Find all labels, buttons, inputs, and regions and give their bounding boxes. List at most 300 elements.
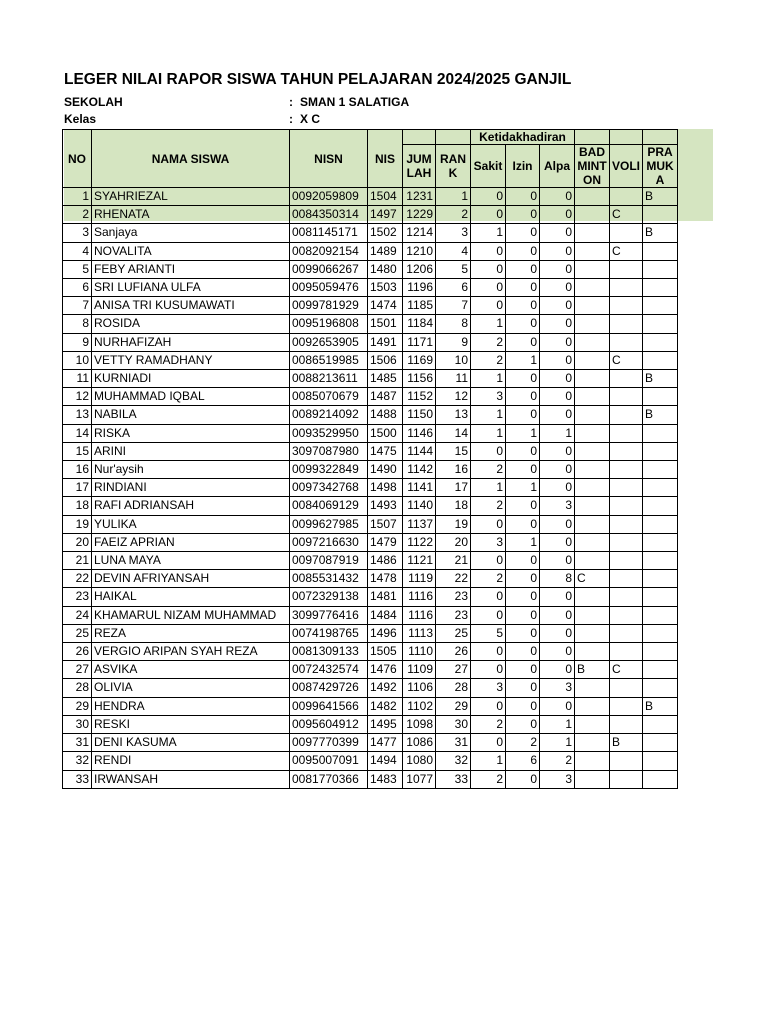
cell-izin: 0: [506, 297, 540, 315]
cell-voli: [610, 224, 643, 242]
cell-jumlah: 1229: [403, 206, 436, 224]
header-rank-top: [436, 130, 471, 145]
cell-izin: 0: [506, 515, 540, 533]
table-row: [63, 479, 678, 497]
header-nisn: NISN: [290, 130, 368, 188]
cell-nama: RHENATA: [92, 206, 290, 224]
cell-izin: 0: [506, 679, 540, 697]
cell-nis: 1490: [368, 461, 403, 479]
cell-nis: 1476: [368, 661, 403, 679]
table-row: [63, 406, 678, 424]
header-sakit: Sakit: [471, 145, 506, 188]
cell-nama: OLIVIA: [92, 679, 290, 697]
cell-badminton: [575, 533, 610, 551]
cell-badminton: [575, 588, 610, 606]
table-row: [63, 188, 678, 206]
cell-nis: 1477: [368, 734, 403, 752]
cell-jumlah: 1169: [403, 351, 436, 369]
cell-voli: C: [610, 206, 643, 224]
cell-badminton: [575, 297, 610, 315]
cell-nama: LUNA MAYA: [92, 552, 290, 570]
cell-nisn: 0095196808: [290, 315, 368, 333]
cell-alpa: 8: [540, 570, 575, 588]
cell-nisn: 0099641566: [290, 697, 368, 715]
table-header: [63, 130, 678, 188]
cell-jumlah: 1184: [403, 315, 436, 333]
cell-sakit: 0: [471, 552, 506, 570]
cell-sakit: 0: [471, 206, 506, 224]
cell-jumlah: 1109: [403, 661, 436, 679]
cell-jumlah: 1140: [403, 497, 436, 515]
cell-jumlah: 1077: [403, 770, 436, 788]
cell-nisn: 0097342768: [290, 479, 368, 497]
cell-pramuka: [643, 734, 678, 752]
cell-jumlah: 1098: [403, 715, 436, 733]
cell-sakit: 0: [471, 442, 506, 460]
cell-pramuka: [643, 570, 678, 588]
cell-nis: 1485: [368, 370, 403, 388]
sekolah-value: SMAN 1 SALATIGA: [300, 95, 410, 109]
kelas-value: X C: [300, 112, 321, 126]
cell-no: 2: [63, 206, 92, 224]
cell-izin: 0: [506, 406, 540, 424]
cell-voli: [610, 388, 643, 406]
cell-badminton: [575, 406, 610, 424]
cell-pramuka: [643, 315, 678, 333]
cell-izin: 0: [506, 715, 540, 733]
cell-nisn: 3097087980: [290, 442, 368, 460]
cell-rank: 9: [436, 333, 471, 351]
table-row: [63, 497, 678, 515]
cell-alpa: 0: [540, 643, 575, 661]
cell-no: 17: [63, 479, 92, 497]
cell-rank: 8: [436, 315, 471, 333]
header-rank: RANK: [436, 145, 471, 188]
cell-no: 32: [63, 752, 92, 770]
cell-badminton: [575, 770, 610, 788]
cell-no: 23: [63, 588, 92, 606]
cell-pramuka: B: [643, 697, 678, 715]
cell-rank: 13: [436, 406, 471, 424]
cell-jumlah: 1150: [403, 406, 436, 424]
cell-no: 15: [63, 442, 92, 460]
cell-sakit: 0: [471, 188, 506, 206]
cell-rank: 4: [436, 242, 471, 260]
cell-rank: 11: [436, 370, 471, 388]
cell-nisn: 0092653905: [290, 333, 368, 351]
cell-no: 30: [63, 715, 92, 733]
cell-nis: 1486: [368, 552, 403, 570]
cell-rank: 21: [436, 552, 471, 570]
cell-sakit: 2: [471, 570, 506, 588]
cell-alpa: 0: [540, 588, 575, 606]
cell-sakit: 3: [471, 533, 506, 551]
cell-pramuka: [643, 770, 678, 788]
cell-alpa: 0: [540, 461, 575, 479]
cell-jumlah: 1152: [403, 388, 436, 406]
cell-pramuka: [643, 606, 678, 624]
cell-izin: 0: [506, 497, 540, 515]
cell-rank: 6: [436, 279, 471, 297]
cell-jumlah: 1110: [403, 643, 436, 661]
cell-pramuka: [643, 643, 678, 661]
header-ketidakhadiran: Ketidakhadiran: [471, 130, 575, 145]
cell-nisn: 0089214092: [290, 406, 368, 424]
header-nama: NAMA SISWA: [92, 130, 290, 188]
cell-voli: [610, 279, 643, 297]
cell-izin: 0: [506, 333, 540, 351]
cell-no: 33: [63, 770, 92, 788]
cell-rank: 19: [436, 515, 471, 533]
table-row: [63, 279, 678, 297]
cell-sakit: 2: [471, 351, 506, 369]
cell-rank: 5: [436, 260, 471, 278]
cell-badminton: B: [575, 661, 610, 679]
cell-pramuka: [643, 242, 678, 260]
cell-nis: 1496: [368, 624, 403, 642]
cell-pramuka: [643, 497, 678, 515]
cell-badminton: [575, 206, 610, 224]
cell-nisn: 0097216630: [290, 533, 368, 551]
cell-nis: 1507: [368, 515, 403, 533]
cell-jumlah: 1171: [403, 333, 436, 351]
cell-no: 29: [63, 697, 92, 715]
table-row: [63, 206, 678, 224]
cell-sakit: 1: [471, 370, 506, 388]
cell-izin: 1: [506, 351, 540, 369]
cell-alpa: 0: [540, 351, 575, 369]
cell-izin: 0: [506, 697, 540, 715]
cell-no: 8: [63, 315, 92, 333]
table-row: [63, 661, 678, 679]
cell-nama: VERGIO ARIPAN SYAH REZA: [92, 643, 290, 661]
cell-jumlah: 1231: [403, 188, 436, 206]
cell-pramuka: [643, 715, 678, 733]
cell-sakit: 1: [471, 424, 506, 442]
cell-nisn: 0084350314: [290, 206, 368, 224]
cell-sakit: 2: [471, 715, 506, 733]
cell-voli: [610, 315, 643, 333]
table-row: [63, 624, 678, 642]
cell-pramuka: [643, 461, 678, 479]
cell-rank: 14: [436, 424, 471, 442]
cell-nama: HENDRA: [92, 697, 290, 715]
cell-nisn: 0082092154: [290, 242, 368, 260]
cell-pramuka: [643, 206, 678, 224]
cell-voli: [610, 606, 643, 624]
cell-izin: 0: [506, 188, 540, 206]
cell-badminton: [575, 424, 610, 442]
cell-no: 6: [63, 279, 92, 297]
cell-nama: ARINI: [92, 442, 290, 460]
cell-voli: [610, 406, 643, 424]
cell-pramuka: [643, 279, 678, 297]
cell-sakit: 2: [471, 497, 506, 515]
cell-rank: 20: [436, 533, 471, 551]
cell-sakit: 2: [471, 770, 506, 788]
cell-rank: 28: [436, 679, 471, 697]
cell-pramuka: B: [643, 188, 678, 206]
cell-nis: 1475: [368, 442, 403, 460]
cell-no: 7: [63, 297, 92, 315]
cell-nama: SRI LUFIANA ULFA: [92, 279, 290, 297]
cell-rank: 17: [436, 479, 471, 497]
cell-badminton: [575, 624, 610, 642]
sekolah-label: SEKOLAH: [64, 95, 123, 109]
cell-rank: 31: [436, 734, 471, 752]
table-row: [63, 570, 678, 588]
document-title: LEGER NILAI RAPOR SISWA TAHUN PELAJARAN 2024/2025 GANJIL: [64, 71, 572, 88]
cell-badminton: [575, 643, 610, 661]
cell-sakit: 0: [471, 297, 506, 315]
cell-pramuka: [643, 588, 678, 606]
header-izin: Izin: [506, 145, 540, 188]
cell-alpa: 0: [540, 515, 575, 533]
table-row: [63, 679, 678, 697]
cell-pramuka: [643, 624, 678, 642]
cell-rank: 23: [436, 588, 471, 606]
cell-sakit: 0: [471, 661, 506, 679]
header-pramuka: PRAMUKA: [643, 145, 678, 188]
cell-sakit: 3: [471, 388, 506, 406]
cell-pramuka: [643, 552, 678, 570]
cell-rank: 3: [436, 224, 471, 242]
cell-nama: ROSIDA: [92, 315, 290, 333]
header-jumlah: JUMLAH: [403, 145, 436, 188]
cell-rank: 1: [436, 188, 471, 206]
cell-izin: 0: [506, 260, 540, 278]
cell-alpa: 0: [540, 188, 575, 206]
cell-nis: 1484: [368, 606, 403, 624]
cell-izin: 2: [506, 734, 540, 752]
cell-izin: 1: [506, 479, 540, 497]
cell-pramuka: [643, 661, 678, 679]
cell-nama: FAEIZ APRIAN: [92, 533, 290, 551]
cell-alpa: 0: [540, 370, 575, 388]
cell-nama: FEBY ARIANTI: [92, 260, 290, 278]
cell-alpa: 0: [540, 242, 575, 260]
cell-voli: B: [610, 734, 643, 752]
cell-nisn: 0084069129: [290, 497, 368, 515]
cell-sakit: 2: [471, 461, 506, 479]
cell-sakit: 1: [471, 406, 506, 424]
cell-nis: 1497: [368, 206, 403, 224]
cell-izin: 0: [506, 242, 540, 260]
cell-alpa: 0: [540, 442, 575, 460]
cell-nisn: 0081145171: [290, 224, 368, 242]
cell-nisn: 0095059476: [290, 279, 368, 297]
cell-nama: IRWANSAH: [92, 770, 290, 788]
cell-sakit: 0: [471, 734, 506, 752]
cell-voli: [610, 188, 643, 206]
cell-voli: [610, 533, 643, 551]
table-row: [63, 515, 678, 533]
cell-rank: 18: [436, 497, 471, 515]
cell-nisn: 0085531432: [290, 570, 368, 588]
cell-no: 3: [63, 224, 92, 242]
cell-voli: [610, 297, 643, 315]
cell-sakit: 0: [471, 260, 506, 278]
cell-badminton: [575, 461, 610, 479]
cell-sakit: 5: [471, 624, 506, 642]
cell-sakit: 1: [471, 752, 506, 770]
cell-voli: [610, 424, 643, 442]
table-row: [63, 388, 678, 406]
table-row: [63, 424, 678, 442]
table-row: [63, 552, 678, 570]
cell-izin: 0: [506, 370, 540, 388]
cell-no: 12: [63, 388, 92, 406]
cell-jumlah: 1156: [403, 370, 436, 388]
cell-nis: 1501: [368, 315, 403, 333]
cell-nama: HAIKAL: [92, 588, 290, 606]
cell-alpa: 0: [540, 406, 575, 424]
cell-badminton: [575, 734, 610, 752]
cell-nama: DEVIN AFRIYANSAH: [92, 570, 290, 588]
cell-izin: 0: [506, 606, 540, 624]
cell-alpa: 0: [540, 224, 575, 242]
table-row: [63, 697, 678, 715]
cell-alpa: 0: [540, 533, 575, 551]
cell-badminton: [575, 333, 610, 351]
cell-nama: ANISA TRI KUSUMAWATI: [92, 297, 290, 315]
cell-badminton: [575, 697, 610, 715]
cell-voli: [610, 370, 643, 388]
cell-badminton: [575, 388, 610, 406]
cell-nisn: 0099781929: [290, 297, 368, 315]
cell-nisn: 0097770399: [290, 734, 368, 752]
header-badminton: BADMINTON: [575, 145, 610, 188]
cell-nama: RISKA: [92, 424, 290, 442]
cell-alpa: 0: [540, 697, 575, 715]
cell-voli: [610, 515, 643, 533]
cell-izin: 1: [506, 424, 540, 442]
cell-izin: 0: [506, 315, 540, 333]
cell-nama: RINDIANI: [92, 479, 290, 497]
cell-pramuka: B: [643, 370, 678, 388]
cell-nis: 1500: [368, 424, 403, 442]
cell-izin: 0: [506, 388, 540, 406]
cell-jumlah: 1116: [403, 606, 436, 624]
table-row: [63, 315, 678, 333]
cell-alpa: 0: [540, 260, 575, 278]
cell-sakit: 0: [471, 643, 506, 661]
cell-no: 25: [63, 624, 92, 642]
cell-badminton: [575, 279, 610, 297]
cell-jumlah: 1080: [403, 752, 436, 770]
cell-rank: 27: [436, 661, 471, 679]
cell-alpa: 0: [540, 606, 575, 624]
cell-jumlah: 1196: [403, 279, 436, 297]
cell-sakit: 0: [471, 588, 506, 606]
cell-rank: 10: [436, 351, 471, 369]
table-row: [63, 461, 678, 479]
cell-sakit: 0: [471, 242, 506, 260]
cell-voli: [610, 715, 643, 733]
cell-izin: 0: [506, 552, 540, 570]
cell-no: 11: [63, 370, 92, 388]
cell-jumlah: 1137: [403, 515, 436, 533]
cell-rank: 29: [436, 697, 471, 715]
cell-izin: 0: [506, 643, 540, 661]
cell-izin: 0: [506, 661, 540, 679]
cell-nisn: 0088213611: [290, 370, 368, 388]
cell-voli: [610, 552, 643, 570]
cell-nisn: 0099066267: [290, 260, 368, 278]
cell-pramuka: [643, 442, 678, 460]
cell-izin: 0: [506, 279, 540, 297]
cell-izin: 0: [506, 224, 540, 242]
cell-alpa: 0: [540, 624, 575, 642]
cell-nis: 1478: [368, 570, 403, 588]
cell-jumlah: 1106: [403, 679, 436, 697]
cell-izin: 1: [506, 533, 540, 551]
cell-nama: YULIKA: [92, 515, 290, 533]
cell-jumlah: 1121: [403, 552, 436, 570]
cell-nis: 1504: [368, 188, 403, 206]
cell-nisn: 0099627985: [290, 515, 368, 533]
cell-pramuka: [643, 297, 678, 315]
cell-nis: 1487: [368, 388, 403, 406]
cell-alpa: 3: [540, 497, 575, 515]
cell-nisn: 0086519985: [290, 351, 368, 369]
header-no: NO: [63, 130, 92, 188]
cell-nis: 1492: [368, 679, 403, 697]
table-row: [63, 770, 678, 788]
cell-voli: [610, 679, 643, 697]
table-row: [63, 606, 678, 624]
cell-pramuka: [643, 260, 678, 278]
header-badminton-top: [575, 130, 610, 145]
cell-nis: 1474: [368, 297, 403, 315]
cell-nama: REZA: [92, 624, 290, 642]
cell-no: 24: [63, 606, 92, 624]
cell-izin: 0: [506, 442, 540, 460]
cell-voli: [610, 588, 643, 606]
cell-nama: NABILA: [92, 406, 290, 424]
cell-badminton: [575, 606, 610, 624]
cell-nis: 1495: [368, 715, 403, 733]
table-row: [63, 224, 678, 242]
cell-alpa: 0: [540, 661, 575, 679]
cell-nis: 1498: [368, 479, 403, 497]
cell-nisn: 0072432574: [290, 661, 368, 679]
table-row: [63, 715, 678, 733]
cell-badminton: [575, 260, 610, 278]
cell-badminton: [575, 442, 610, 460]
table-row: [63, 588, 678, 606]
cell-alpa: 2: [540, 752, 575, 770]
cell-nisn: 3099776416: [290, 606, 368, 624]
cell-no: 21: [63, 552, 92, 570]
header-nis: NIS: [368, 130, 403, 188]
cell-sakit: 0: [471, 279, 506, 297]
cell-jumlah: 1185: [403, 297, 436, 315]
cell-nisn: 0099322849: [290, 461, 368, 479]
cell-no: 31: [63, 734, 92, 752]
cell-jumlah: 1214: [403, 224, 436, 242]
cell-voli: [610, 624, 643, 642]
header-voli: VOLI: [610, 145, 643, 188]
cell-badminton: C: [575, 570, 610, 588]
cell-nama: RENDI: [92, 752, 290, 770]
header-alpa: Alpa: [540, 145, 575, 188]
table-row: [63, 351, 678, 369]
table-row: [63, 442, 678, 460]
cell-badminton: [575, 752, 610, 770]
cell-pramuka: [643, 752, 678, 770]
cell-nis: 1488: [368, 406, 403, 424]
